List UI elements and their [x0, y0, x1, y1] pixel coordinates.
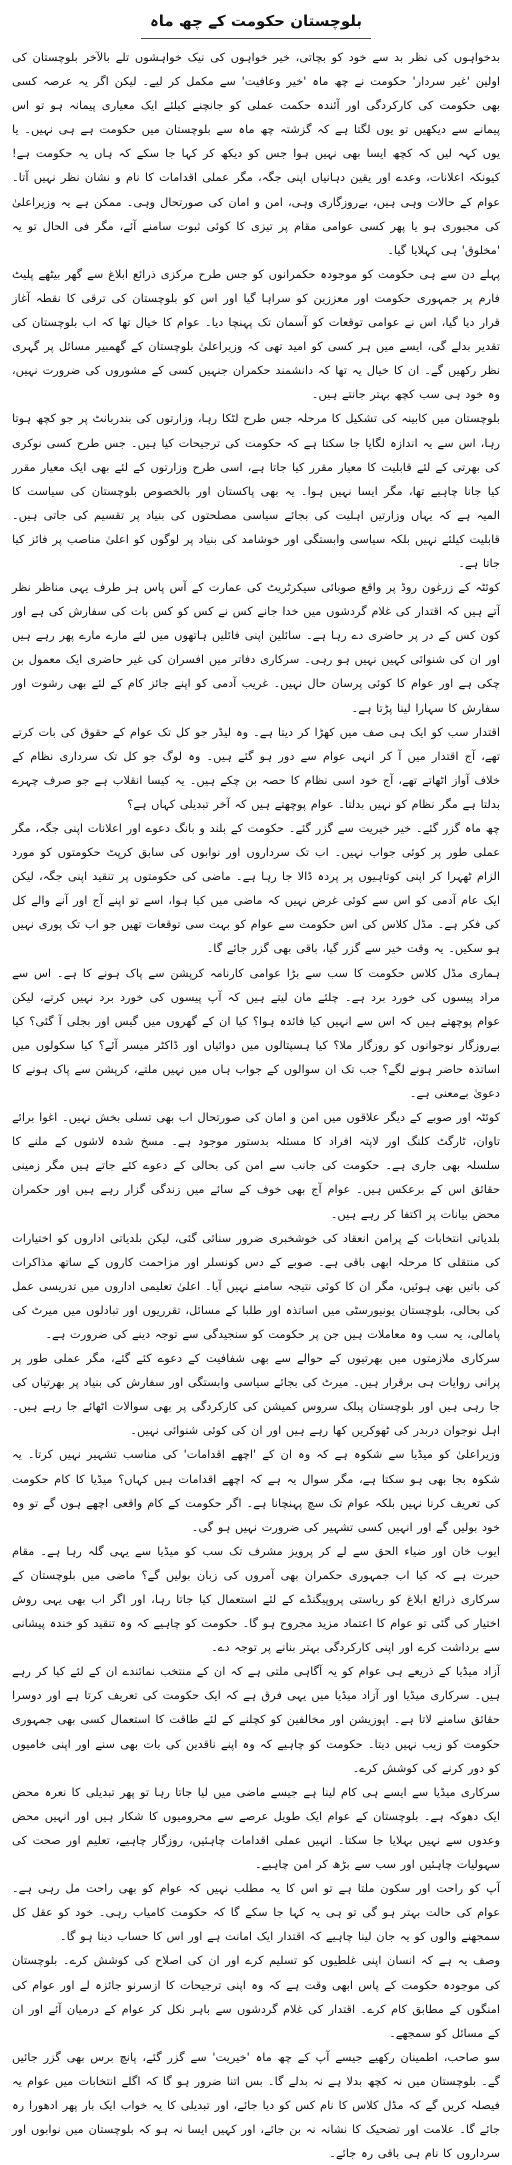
article-paragraph-1: بدخواہوں کی نظر بد سے خود کو بچاتی، خیر خواہوں کی نیک خواہشوں تلے بالآخر بلوچستان کی اولین 'غیر سردار' حکومت نے چھ ماہ 'خیر وعافیت' سے مکمل کر لیے۔ لیکن اگر یہ عرصہ کسی بھی حکومت کی کارکردگی اور آئندہ حکمت عملی کو جانچنے کیلئے ایک معیاری پیمانہ ہو تو اس پیمانے سے دیکھیں تو یوں لگتا ہے کہ گزشتہ چھ ماہ سے بلوچستان میں حکومت ہے ہی نہیں۔ یا یوں کہہ لیں کہ کچھ ایسا بھی نہیں ہوا جس کو دیکھ کر کہا جا سکے کہ ہاں یہ حکومت ہے! کیونکہ اعلانات، وعدے اور یقین دہانیاں اپنی جگہ، مگر عملی اقدامات کا نام و نشان نظر نہیں آتا۔ عوام کے حالات وہی ہیں، بےروزگاری وہی، امن و امان کی صورتحال وہی۔ ممکن ہے یہ وزیراعلیٰ کی مجبوری ہو یا پھر کسی عوامی مقام پر تیزی کا کوئی ثبوت سامنے آئے، مگر فی الحال تو یہ 'مخلوق' ہی کہلایا گیا۔: [12, 50, 500, 257]
article-paragraph-12: ایوب خان اور ضیاء الحق سے لے کر پرویز مشرف تک سب کو میڈیا سے یہی گلہ رہا ہے۔ مقام حیرت ہے کہ کیا اب جمہوری حکمران بھی آمروں کی زبان بولیں گے؟ ماضی میں بلوچستان کے سرکاری ذرائع ابلاغ کو ریاستی پروپیگنڈے کے لئے استعمال کیا جاتا رہا، اور اگر اب بھی یہی روش اختیار کی گئی تو عوام کا اعتماد مزید مجروح ہو گا۔ حکومت کو چاہیے کہ وہ تنقید کو خندہ پیشانی سے برداشت کرے اور اپنی کارکردگی بہتر بنانے پر توجہ دے۔: [12, 1543, 500, 1655]
article-paragraph-2: پہلے دن سے ہی حکومت کو موجودہ حکمرانوں کو جس طرح مرکزی ذرائع ابلاغ سے گھر بیٹھے پلیٹ فارم پر جمہوری حکومت اور معززین کو سراہا گیا اور اس کو بلوچستان کی ترقی کا نقطہ آغاز قرار دیا گیا، اس نے عوامی توقعات کو آسمان تک پہنچا دیا۔ عوام کا خیال تھا کہ اب بلوچستان کی تقدیر بدلے گی، ایسے میں ہر کسی کو امید تھی کہ وزیراعلیٰ بلوچستان کے گھمبیر مسائل پر گہری نظر رکھیں گے۔ ان کا خیال یہ تھا کہ دانشمند حکمران جنہیں کسی کے مشوروں کی ضرورت نہیں، وہ خود ہی سب کچھ بہتر جانتے ہیں۔: [12, 266, 500, 402]
article-paragraph-4: کوئٹہ کے زرغون روڈ پر واقع صوبائی سیکرٹریٹ کی عمارت کے آس پاس ہر طرف یہی مناظر نظر آتے ہیں کہ اقتدار کی غلام گردشوں میں خدا جانے کس نے کس کو کس بات کی سفارش کی ہے اور کون کس کے در پر حاضری دے رہا ہے۔ سائلین اپنی فائلیں ہاتھوں میں لئے مارے مارے پھر رہے ہیں اور ان کی شنوائی کہیں نہیں ہو رہی۔ سرکاری دفاتر میں افسران کی غیر حاضری ایک معمول بن چکی ہے اور عوام کا کوئی پرسان حال نہیں۔ غریب آدمی کو اپنے جائز کام کے لئے بھی رشوت اور سفارش کا سہارا لینا پڑتا ہے۔: [12, 580, 500, 715]
article-paragraph-14: سرکاری میڈیا سے ایسے ہی کام لینا ہے جیسے ماضی میں لیا جاتا رہا تو پھر تبدیلی کا نعرہ محض ایک دھوکہ ہے۔ بلوچستان کے عوام ایک طویل عرصے سے محرومیوں کا شکار ہیں اور انہیں محض وعدوں سے نہیں بہلایا جا سکتا۔ انہیں عملی اقدامات چاہئیں، روزگار چاہیے، تعلیم اور صحت کی سہولیات چاہئیں اور سب سے بڑھ کر امن چاہیے۔: [12, 1784, 500, 1872]
article-paragraph-9: بلدیاتی انتخابات کے پرامن انعقاد کی خوشخبری ضرور سنائی گئی، لیکن بلدیاتی اداروں کو اختیارات کی منتقلی کا مرحلہ ابھی باقی ہے۔ صوبے کے دس کونسلر اور مزاحمت کاروں کے ساتھ مذاکرات کی باتیں بھی ہوئیں، مگر ان کا کوئی نتیجہ سامنے نہیں آیا۔ اعلیٰ تعلیمی اداروں میں تدریسی عمل کی بحالی، بلوچستان یونیورسٹی میں اساتذہ اور طلبا کے مسائل، تقرریوں اور تبادلوں میں میرٹ کی پامالی، یہ سب وہ معاملات ہیں جن پر حکومت کو سنجیدگی سے توجہ دینے کی ضرورت ہے۔: [12, 1230, 500, 1341]
article-title: بلوچستان حکومت کے چھ ماہ: [149, 12, 362, 30]
article-paragraph-13: آزاد میڈیا کے ذریعے ہی عوام کو یہ آگاہی ملتی ہے کہ ان کے منتخب نمائندے ان کے لئے کیا کر رہے ہیں۔ سرکاری میڈیا اور آزاد میڈیا میں یہی فرق ہے کہ ایک حکومت کی تعریف کرتا ہے اور دوسرا حقائق سامنے لاتا ہے۔ اپوزیشن اور مخالفین کو کچلنے کے لئے طاقت کا استعمال کسی بھی جمہوری حکومت کو زیب نہیں دیتا۔ حکومت کو چاہیے کہ وہ اپنے ناقدین کی بات بھی سنے اور اپنی خامیوں کو دور کرنے کی کوشش کرے۔: [12, 1664, 500, 1775]
article-body: [12, 45, 500, 2165]
article-paragraph-15: آپ کو راحت اور سکون ملتا ہے تو اس کا یہ مطلب نہیں کہ عوام کو بھی راحت مل رہی ہے۔ عوام کی حالت بہتر ہو گی تو ہی یہ کہا جا سکے گا کہ حکومت کامیاب رہی۔ خود کو عقل کل سمجھنے والوں کو یہ جان لینا چاہیے کہ اقتدار ایک امانت ہے اور اس کا حساب دینا ہو گا۔: [12, 1881, 500, 1944]
article-paragraph-5: اقتدار سب کو ایک ہی صف میں کھڑا کر دیتا ہے۔ وہ لیڈر جو کل تک عوام کے حقوق کی بات کرتے تھے، آج اقتدار میں آ کر انہی عوام سے دور ہو گئے ہیں۔ وہ لوگ جو کل تک سرداری نظام کے خلاف آواز اٹھاتے تھے، آج خود اسی نظام کا حصہ بن چکے ہیں۔ یہ کیسا انقلاب ہے جو صرف چہرے بدلتا ہے مگر نظام کو نہیں بدلتا۔ عوام پوچھتے ہیں کہ آخر تبدیلی کہاں ہے؟: [12, 724, 500, 811]
article-paragraph-7: ہماری مڈل کلاس حکومت کا سب سے بڑا عوامی کارنامہ کرپشن سے پاک ہونے کا ہے۔ اس سے مراد پیسوں کی خورد برد ہے۔ چلئے مان لیتے ہیں کہ آپ پیسوں کی خورد برد نہیں کرتے، لیکن عوام پوچھتے ہیں کہ اس سے انہیں کیا فائدہ ہوا؟ کیا ان کے گھروں میں گیس اور بجلی آ گئی؟ کیا بےروزگار نوجوانوں کو روزگار ملا؟ کیا ہسپتالوں میں دوائیاں اور ڈاکٹر میسر آئے؟ کیا سکولوں میں اساتذہ حاضر ہونے لگے؟ جب تک ان سوالوں کے جواب ہاں میں نہیں ملتے، کرپشن سے پاک ہونے کا دعویٰ بےمعنی ہے۔: [12, 965, 500, 1101]
article-paragraph-6: چھ ماہ گزر گئے۔ خیر خیریت سے گزر گئے۔ حکومت کے بلند و بانگ دعوے اور اعلانات اپنی جگہ، مگر عملی طور پر کوئی جواب نہیں۔ اب تک سرداروں اور نوابوں کی سابق کرپٹ حکومتوں کو مورد الزام ٹھہرا کر اپنی کوتاہیوں پر پردہ ڈالا جا رہا ہے۔ ماضی کی حکومتوں پر تنقید اپنی جگہ، لیکن ایک عام آدمی کو اس سے کوئی غرض نہیں کہ ماضی میں کیا ہوا، اسے تو اپنے آج اور آنے والے کل کی فکر ہے۔ مڈل کلاس کی اس حکومت سے عوام کو بہت سی توقعات تھیں جو اب تک پوری نہیں ہو سکیں۔ یہ وقت خیر سے گزر گیا، باقی بھی گزر جائے گا۔: [12, 821, 500, 956]
article-paragraph-8: کوئٹہ اور صوبے کے دیگر علاقوں میں امن و امان کی صورتحال اب بھی تسلی بخش نہیں۔ اغوا برائے تاوان، ٹارگٹ کلنگ اور لاپتہ افراد کا مسئلہ بدستور موجود ہے۔ مسخ شدہ لاشوں کے ملنے کا سلسلہ بھی جاری ہے۔ حکومت کی جانب سے امن کی بحالی کے دعوے کئے جاتے ہیں مگر زمینی حقائق اس کے برعکس ہیں۔ عوام آج بھی خوف کے سائے میں زندگی گزار رہے ہیں اور حکمران محض بیانات پر اکتفا کر رہے ہیں۔: [12, 1110, 500, 1221]
article-paragraph-3: بلوچستان میں کابینہ کی تشکیل کا مرحلہ جس طرح لٹکا رہا، وزارتوں کی بندربانٹ پر جو کچھ ہوتا رہا، اس سے یہ اندازہ لگایا جا سکتا ہے کہ حکومت کی ترجیحات کیا ہیں۔ جس طرح کسی نوکری کی بھرتی کے لئے قابلیت کا معیار مقرر کیا جاتا ہے، اسی طرح وزارتوں کے لئے بھی ایک معیار مقرر کیا جانا چاہیے تھا، مگر ایسا نہیں ہوا۔ یہ بھی پاکستان اور بالخصوص بلوچستان کی سیاست کا المیہ ہے کہ یہاں وزارتیں اہلیت کی بجائے سیاسی مصلحتوں کی بنیاد پر تقسیم کی جاتی ہیں۔ قابلیت کیلئے نہیں بلکہ سیاسی وابستگی اور خوشامد کی بنیاد پر لوگوں کو اعلیٰ مناصب پر فائز کیا جاتا ہے۔: [12, 411, 500, 570]
article-paragraph-17: سو صاحب، اطمینان رکھیے جیسے آپ کے چھ ماہ 'خیریت' سے گزر گئے، پانچ برس بھی گزر جائیں گے۔ بلوچستان میں نہ کچھ بدلا ہے نہ بدلے گا۔ بس اتنا ضرور ہو گا کہ اگلے انتخابات میں عوام یہ فیصلہ کریں گے کہ مڈل کلاس کا نام کس کو دیا جائے، اور تبدیلی کا یہ خواب ایک بار پھر ادھورا رہ جائے گا۔ علامت اور تضحیک کا نشانہ نہ بن جائے، اور کہیں ایسا نہ ہو کہ بلوچستان میں نوابوں اور سرداروں کا نام ہی باقی رہ جائے۔: [12, 2049, 500, 2161]
title-divider: [141, 38, 371, 39]
article-paragraph-16: وصف یہ ہے کہ انسان اپنی غلطیوں کو تسلیم کرے اور ان کی اصلاح کی کوشش کرے۔ بلوچستان کی موجودہ حکومت کے پاس ابھی وقت ہے کہ وہ اپنی ترجیحات کا ازسرنو جائزہ لے اور عوام کی امنگوں کے مطابق کام کرے۔ اقتدار کی غلام گردشوں سے باہر نکل کر عوام کے درمیان آئے اور ان کے مسائل کو سمجھے۔: [12, 1953, 500, 2040]
article-paragraph-10: سرکاری ملازمتوں میں بھرتیوں کے حوالے سے بھی شفافیت کے دعوے کئے گئے، مگر عملی طور پر پرانی روایات ہی برقرار ہیں۔ میرٹ کی بجائے سیاسی وابستگی اور سفارش کی بنیاد پر بھرتیاں کی جا رہی ہیں اور بلوچستان پبلک سروس کمیشن کی کارکردگی پر بھی سوالات اٹھائے جا رہے ہیں۔ اہل نوجوان دربدر کی ٹھوکریں کھا رہے ہیں اور ان کی کوئی شنوائی نہیں۔: [12, 1351, 500, 1438]
article-paragraph-11: وزیراعلیٰ کو میڈیا سے شکوہ ہے کہ وہ ان کے 'اچھے اقدامات' کی مناسب تشہیر نہیں کرتا۔ یہ شکوہ بجا بھی ہو سکتا ہے، مگر سوال یہ ہے کہ اچھے اقدامات ہیں کہاں؟ میڈیا کا کام حکومت کی تعریف کرنا نہیں بلکہ عوام تک سچ پہنچانا ہے۔ اگر حکومت کے کام واقعی اچھے ہوں گے تو وہ خود بولیں گے اور انہیں کسی تشہیر کی ضرورت نہیں ہو گی۔: [12, 1447, 500, 1534]
